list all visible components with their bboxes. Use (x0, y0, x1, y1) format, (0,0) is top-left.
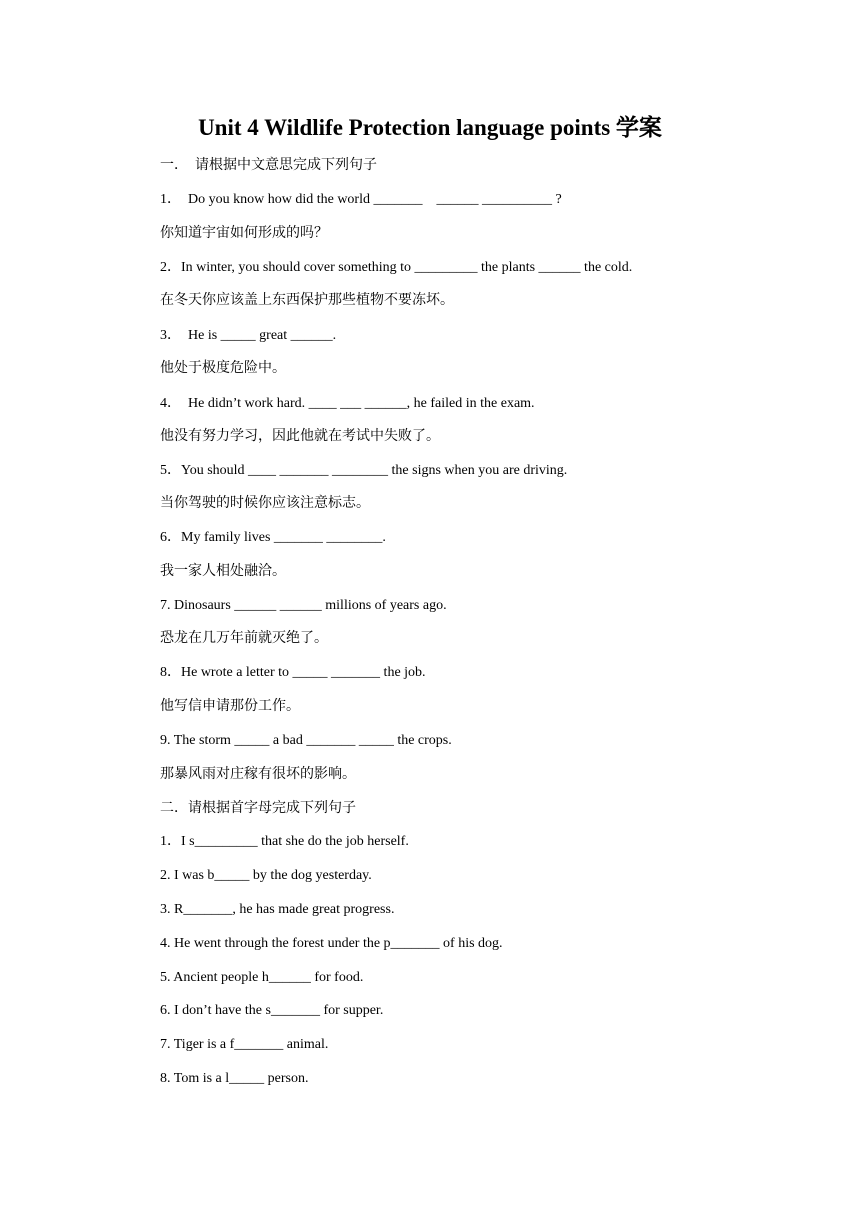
section2-heading: 二．请根据首字母完成下列句子 (160, 801, 356, 816)
section2-item-6: 6. I don’t have the s_______ for supper. (160, 1003, 384, 1018)
section2-item-1: 1．I s_________ that she do the job herself. (160, 834, 409, 849)
document-title: Unit 4 Wildlife Protection language points 学案 (198, 115, 662, 140)
section2-item-7: 7. Tiger is a f_______ animal. (160, 1037, 329, 1052)
section2-item-2: 2. I was b_____ by the dog yesterday. (160, 868, 372, 883)
section2-item-3: 3. R_______, he has made great progress. (160, 902, 395, 917)
section2-item-4: 4. He went through the forest under the p_______ of his dog. (160, 936, 503, 951)
section1-item-6-en: 6．My family lives _______ ________. (160, 530, 386, 545)
section1-item-7-zh: 恐龙在几万年前就灭绝了。 (160, 631, 328, 646)
section1-item-1-zh: 你知道宇宙如何形成的吗？ (160, 226, 328, 241)
section1-item-9-en: 9. The storm _____ a bad _______ _____ the crops. (160, 733, 452, 748)
section1-item-8-zh: 他写信申请那份工作。 (160, 699, 300, 714)
section1-item-8-en: 8．He wrote a letter to _____ _______ the job. (160, 665, 426, 680)
section1-item-7-en: 7. Dinosaurs ______ ______ millions of years ago. (160, 598, 447, 613)
section1-item-3-en: 3． He is _____ great ______. (160, 328, 337, 343)
section1-item-4-en: 4． He didn’t work hard. ____ ___ ______, he failed in the exam. (160, 396, 535, 411)
section1-item-6-zh: 我一家人相处融洽。 (160, 564, 286, 579)
section2-item-8: 8. Tom is a l_____ person. (160, 1071, 309, 1086)
section1-item-2-zh: 在冬天你应该盖上东西保护那些植物不要冻坏。 (160, 293, 454, 308)
section1-item-1-en: 1． Do you know how did the world _______ ______ __________ ? (160, 192, 562, 207)
section2-item-5: 5. Ancient people h______ for food. (160, 970, 364, 985)
section1-item-5-zh: 当你驾驶的时候你应该注意标志。 (160, 496, 370, 511)
section1-heading: 一． 请根据中文意思完成下列句子 (160, 158, 377, 173)
section1-item-2-en: 2．In winter, you should cover something to _________ the plants ______ the cold. (160, 260, 633, 275)
section1-item-9-zh: 那暴风雨对庄稼有很坏的影响。 (160, 767, 356, 782)
section1-item-3-zh: 他处于极度危险中。 (160, 361, 286, 376)
section1-item-5-en: 5．You should ____ _______ ________ the signs when you are driving. (160, 463, 568, 478)
section1-item-4-zh: 他没有努力学习，因此他就在考试中失败了。 (160, 429, 440, 444)
